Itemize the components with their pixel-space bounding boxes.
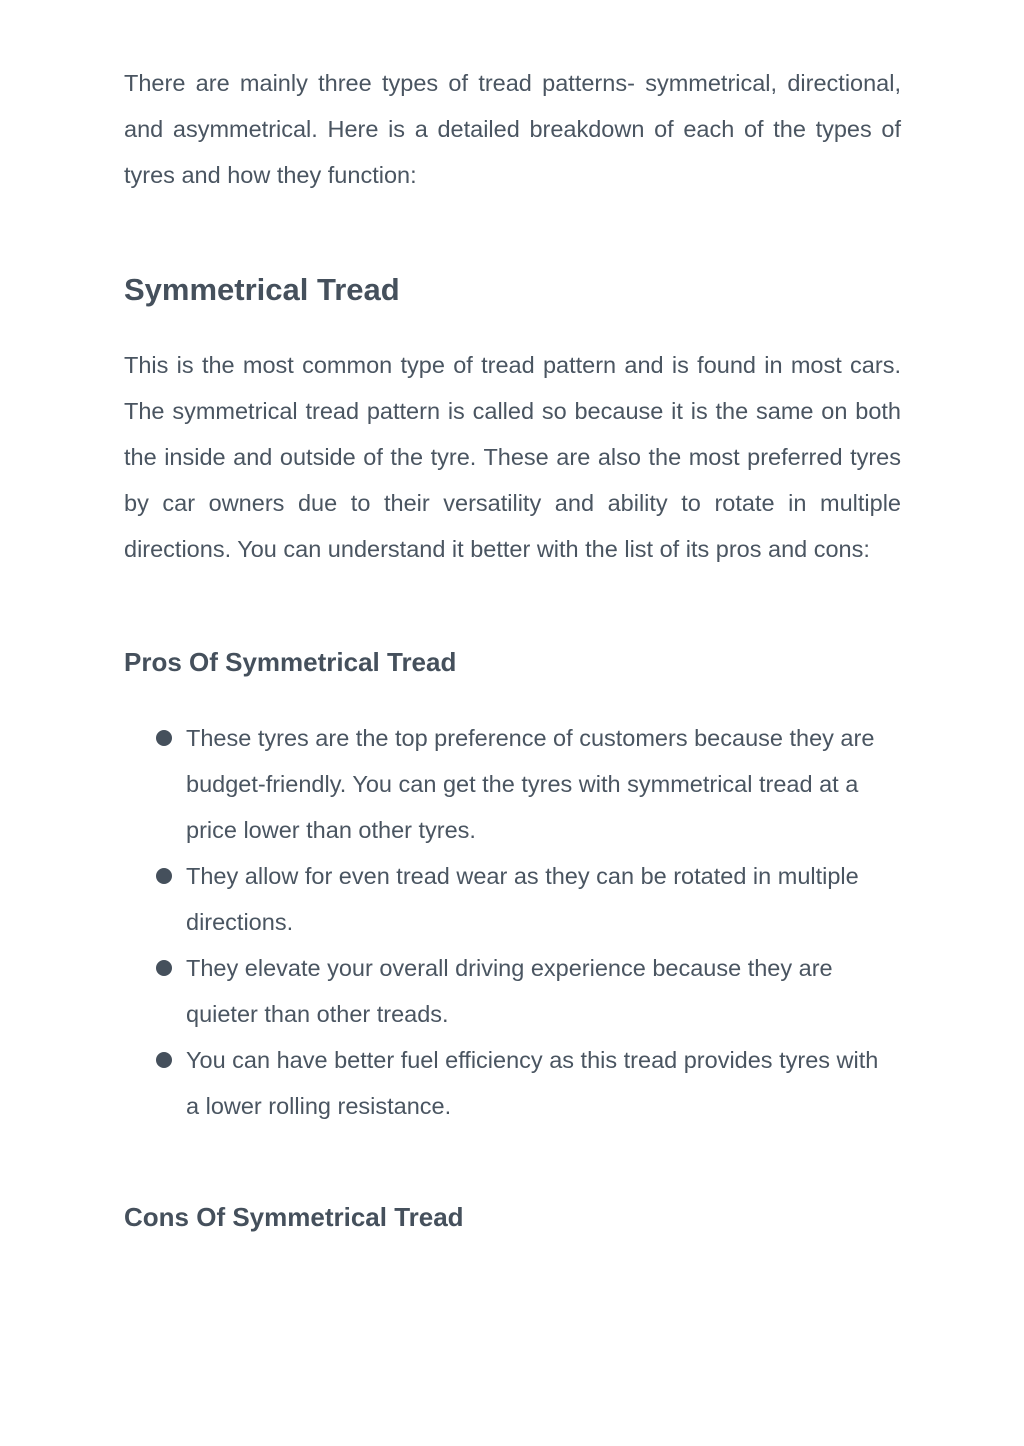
section-heading: Symmetrical Tread (124, 272, 400, 307)
bullet-icon (156, 730, 172, 746)
bullet-icon (156, 960, 172, 976)
cons-heading: Cons Of Symmetrical Tread (124, 1202, 464, 1232)
list-item-text: These tyres are the top preference of customers because they are budget-friendly. You can get the tyres with symmetrical tread at a price lower than other tyres. (186, 725, 875, 843)
bullet-icon (156, 1052, 172, 1068)
list-item (186, 1037, 901, 1129)
list-item-text: They allow for even tread wear as they can be rotated in multiple directions. (186, 863, 859, 935)
pros-heading: Pros Of Symmetrical Tread (124, 647, 457, 677)
list-item-text: You can have better fuel efficiency as this tread provides tyres with a lower rolling resistance. (186, 1047, 879, 1119)
intro-paragraph: There are mainly three types of tread patterns- symmetrical, directional, and asymmetrical. Here is a detailed breakdown of each of the types of tyres and how they function: (124, 70, 901, 188)
bullet-icon (156, 868, 172, 884)
pros-list (124, 715, 901, 1129)
list-item (186, 715, 901, 853)
list-item (186, 853, 901, 945)
list-item (186, 945, 901, 1037)
list-item-text: They elevate your overall driving experience because they are quieter than other treads. (186, 955, 833, 1027)
section-paragraph: This is the most common type of tread pattern and is found in most cars. The symmetrical tread pattern is called so because it is the same on both the inside and outside of the tyre. These are also the most preferred tyres by car owners due to their versatility and ability to rotate in multiple directions. You can understand it better with the list of its pros and cons: (124, 352, 901, 562)
article-content (124, 60, 901, 1234)
